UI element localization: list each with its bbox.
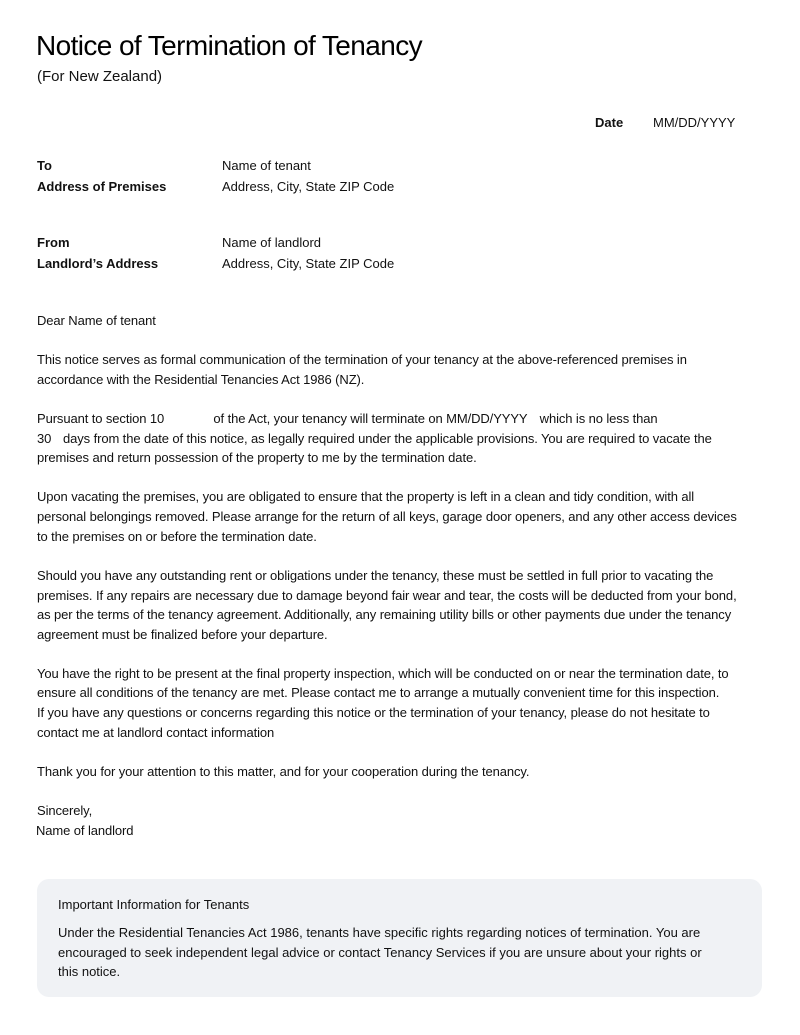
text: contact me at (37, 725, 114, 740)
date-value[interactable]: MM/DD/YYYY (653, 115, 736, 130)
thanks: Thank you for your attention to this matter, and for your cooperation during the tenancy. (37, 764, 530, 779)
landlord-address-label: Landlord’s Address (37, 256, 159, 271)
tenant-name-field[interactable]: Name of tenant (222, 158, 311, 173)
premises-address-field[interactable]: Address, City, State ZIP Code (222, 179, 395, 194)
closing: Sincerely, (37, 803, 93, 818)
signature-name[interactable]: Name of landlord (36, 823, 134, 838)
salutation: Dear Name of tenant (37, 313, 156, 328)
termination-date-field[interactable]: MM/DD/YYYY (446, 411, 528, 426)
days-field[interactable]: 30 (37, 431, 52, 446)
landlord-name-field[interactable]: Name of landlord (222, 235, 321, 250)
para1-line: This notice serves as formal communication of the termination of your tenancy at the above-referenced premises in (37, 352, 687, 367)
para5-line: ensure all conditions of the tenancy are met. Please contact me to arrange a mutually convenient time for this inspection. (37, 685, 720, 700)
to-label: To (37, 158, 52, 173)
date-label: Date (595, 115, 624, 130)
text: Pursuant to section (37, 411, 147, 426)
para5-line: You have the right to be present at the final property inspection, which will be conducted on or near the termination date, to (37, 666, 729, 681)
premises-address-label: Address of Premises (37, 179, 167, 194)
para5-line: If you have any questions or concerns regarding this notice or the termination of your tenancy, please do not hesitate to (37, 705, 710, 720)
info-line: this notice. (58, 964, 121, 979)
subtitle: (For New Zealand) (37, 68, 163, 85)
from-label: From (37, 235, 70, 250)
para3-line: personal belongings removed. Please arrange for the return of all keys, garage door openers, and any other access devices (37, 509, 737, 524)
para4-line: as per the terms of the tenancy agreement. Additionally, any remaining utility bills or other payments due under the tenancy (37, 607, 732, 622)
text: of the Act, your tenancy will terminate on (213, 411, 443, 426)
para3-line: Upon vacating the premises, you are obligated to ensure that the property is left in a clean and tidy condition, with all (37, 489, 695, 504)
info-box (37, 879, 762, 997)
para4-line: agreement must be finalized before your departure. (37, 627, 328, 642)
info-line: encouraged to seek independent legal advice or contact Tenancy Services if you are unsure about your rights or (58, 945, 702, 960)
para4-line: Should you have any outstanding rent or obligations under the tenancy, these must be settled in full prior to vacating the (37, 568, 714, 583)
section-field[interactable]: 10 (149, 411, 165, 426)
para3-line: to the premises on or before the termination date. (37, 529, 317, 544)
landlord-contact-field[interactable]: landlord contact information (117, 725, 275, 740)
para2-line3: premises and return possession of the property to me by the termination date. (37, 450, 477, 465)
info-line: Under the Residential Tenancies Act 1986, tenants have specific rights regarding notices of termination. You are (58, 925, 701, 940)
para4-line: premises. If any repairs are necessary due to damage beyond fair wear and tear, the costs will be deducted from your bond, (37, 588, 737, 603)
text: days from the date of this notice, as legally required under the applicable provisions. You are required to vacate the (63, 431, 712, 446)
para2-line2 (37, 431, 712, 446)
landlord-address-field[interactable]: Address, City, State ZIP Code (222, 256, 395, 271)
para2-line1 (37, 411, 658, 426)
para1-line: accordance with the Residential Tenancies Act 1986 (NZ). (37, 372, 365, 387)
para5-line-last (37, 725, 274, 740)
page-title: Notice of Termination of Tenancy (36, 30, 422, 61)
text: which is no less than (539, 411, 658, 426)
info-heading: Important Information for Tenants (58, 897, 250, 912)
